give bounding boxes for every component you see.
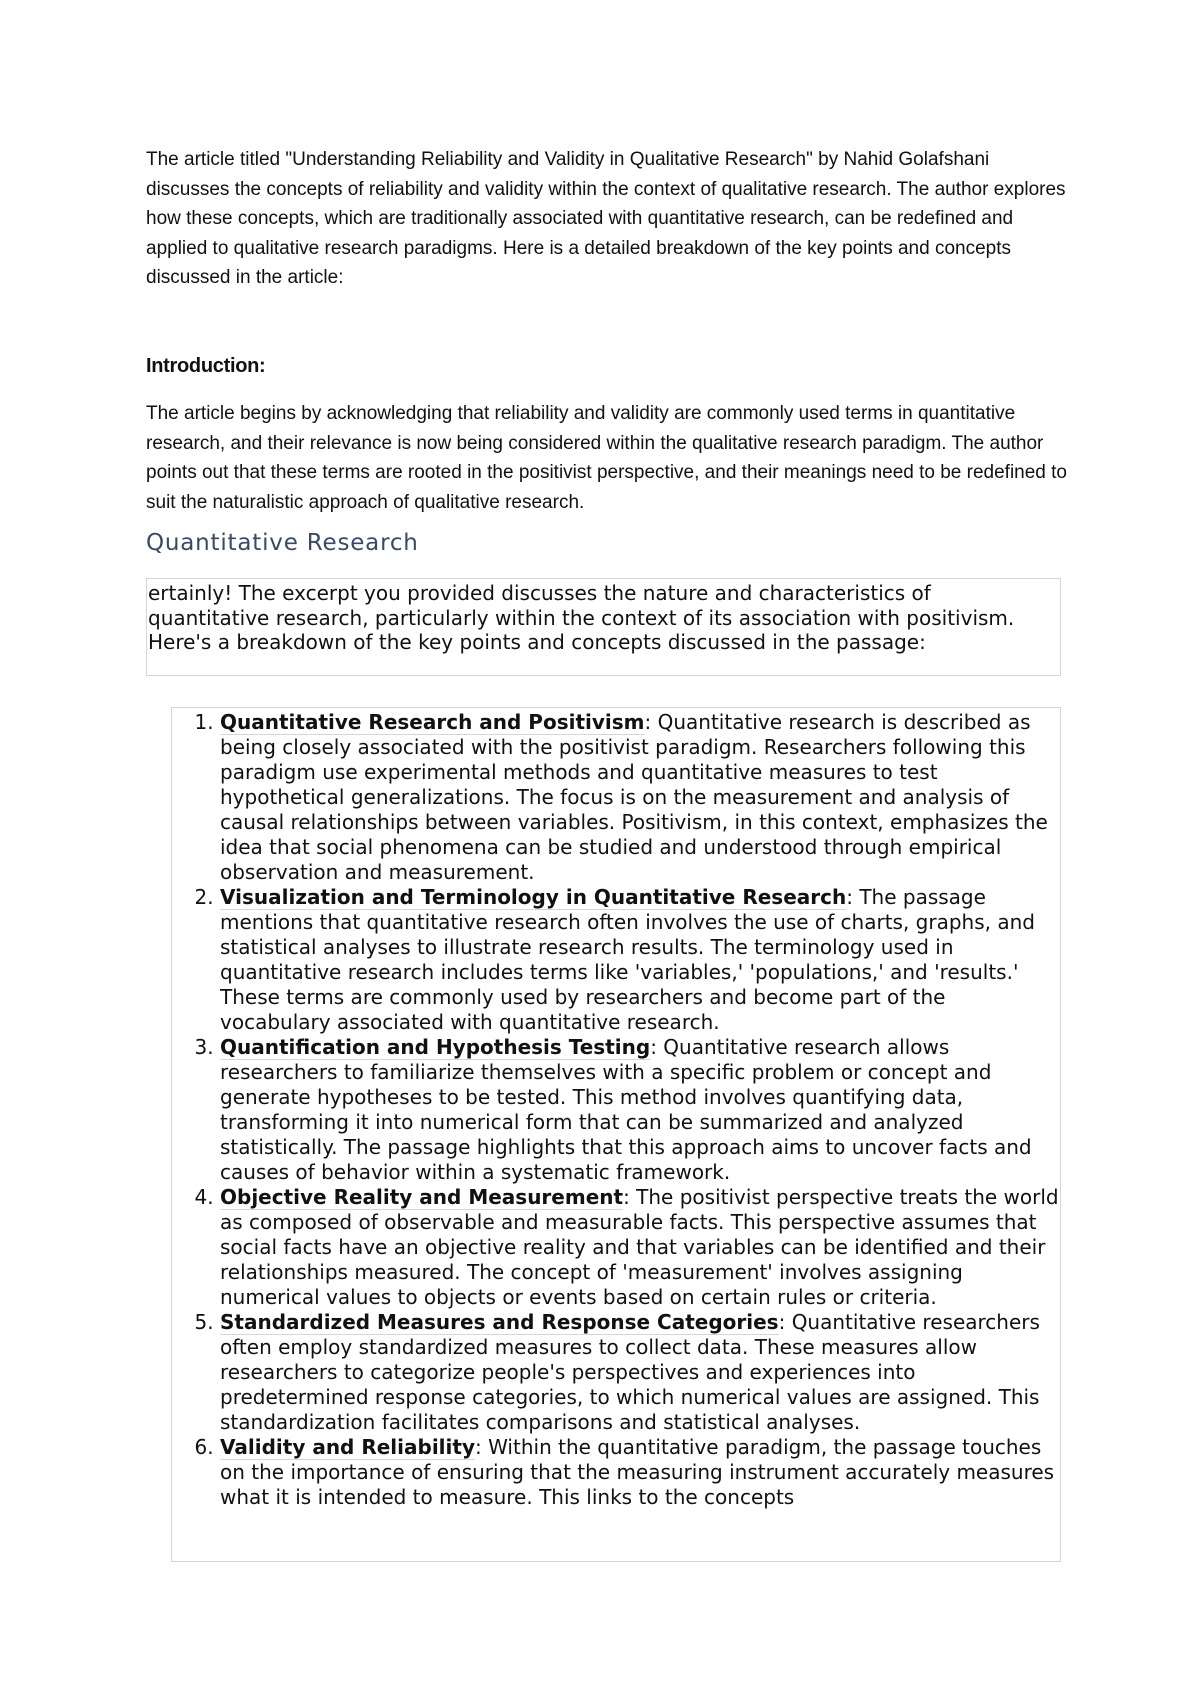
key-points-list-box: [171, 707, 1061, 1562]
introduction-heading: Introduction:: [146, 355, 266, 377]
list-item-term: Quantification and Hypothesis Testing: [220, 1035, 651, 1059]
list-item-text: : The positivist perspective treats the world as composed of observable and measurable facts. This perspective assumes that social facts have an objective reality and that variables can be identified and their relationships measured. The concept of 'measurement' involves assigning numerical values to objects or events based on certain rules or criteria.: [220, 1185, 1059, 1309]
list-item: [220, 1185, 1060, 1310]
key-points-list: [172, 708, 1060, 1510]
list-item: [220, 1435, 1060, 1510]
excerpt-box: ertainly! The excerpt you provided discusses the nature and characteristics of quantitative research, particularly within the context of its association with positivism. Here's a breakdown of the key points and concepts discussed in the passage:: [146, 578, 1061, 676]
list-item-text: : Quantitative researchers often employ standardized measures to collect data. These measures allow researchers to categorize people's perspectives and experiences into predetermined response categories, to which numerical values are assigned. This standardization facilitates comparisons and statistical analyses.: [220, 1310, 1040, 1434]
list-item: [220, 710, 1060, 885]
list-item-text: : Within the quantitative paradigm, the passage touches on the importance of ensuring that the measuring instrument accurately measures what it is intended to measure. This links to the concepts: [220, 1435, 1055, 1509]
list-item-term: Validity and Reliability: [220, 1435, 475, 1459]
list-item: [220, 1035, 1060, 1185]
list-item-text: : Quantitative research is described as being closely associated with the positivist paradigm. Researchers following this paradigm use experimental methods and quantitative measures to test hypothetical generalizations. The focus is on the measurement and analysis of causal relationships between variables. Positivism, in this context, emphasizes the idea that social phenomena can be studied and understood through empirical observation and measurement.: [220, 710, 1048, 884]
list-item: [220, 885, 1060, 1035]
list-item: [220, 1310, 1060, 1435]
list-item-term: Quantitative Research and Positivism: [220, 710, 645, 734]
introduction-body: The article begins by acknowledging that reliability and validity are commonly used terms in quantitative research, and their relevance is now being considered within the qualitative research paradigm. The author points out that these terms are rooted in the positivist perspective, and their meanings need to be redefined to suit the naturalistic approach of qualitative research.: [146, 403, 1067, 513]
list-item-term: Objective Reality and Measurement: [220, 1185, 624, 1209]
list-item-text: : Quantitative research allows researchers to familiarize themselves with a specific problem or concept and generate hypotheses to be tested. This method involves quantifying data, transforming it into numerical form that can be summarized and analyzed statistically. The passage highlights that this approach aims to uncover facts and causes of behavior within a systematic framework.: [220, 1035, 1032, 1184]
list-item-term: Visualization and Terminology in Quantitative Research: [220, 885, 847, 909]
list-item-term: Standardized Measures and Response Categories: [220, 1310, 779, 1334]
intro-paragraph: The article titled "Understanding Reliability and Validity in Qualitative Research" by Nahid Golafshani discusses the concepts of reliability and validity within the context of qualitative research. The author explores how these concepts, which are traditionally associated with quantitative research, can be redefined and applied to qualitative research paradigms. Here is a detailed breakdown of the key points and concepts discussed in the article:: [146, 149, 1066, 288]
section-heading: Quantitative Research: [146, 530, 419, 556]
list-item-text: : The passage mentions that quantitative research often involves the use of charts, graphs, and statistical analyses to illustrate research results. The terminology used in quantitative research includes terms like 'variables,' 'populations,' and 'results.' These terms are commonly used by researchers and become part of the vocabulary associated with quantitative research.: [220, 885, 1035, 1034]
